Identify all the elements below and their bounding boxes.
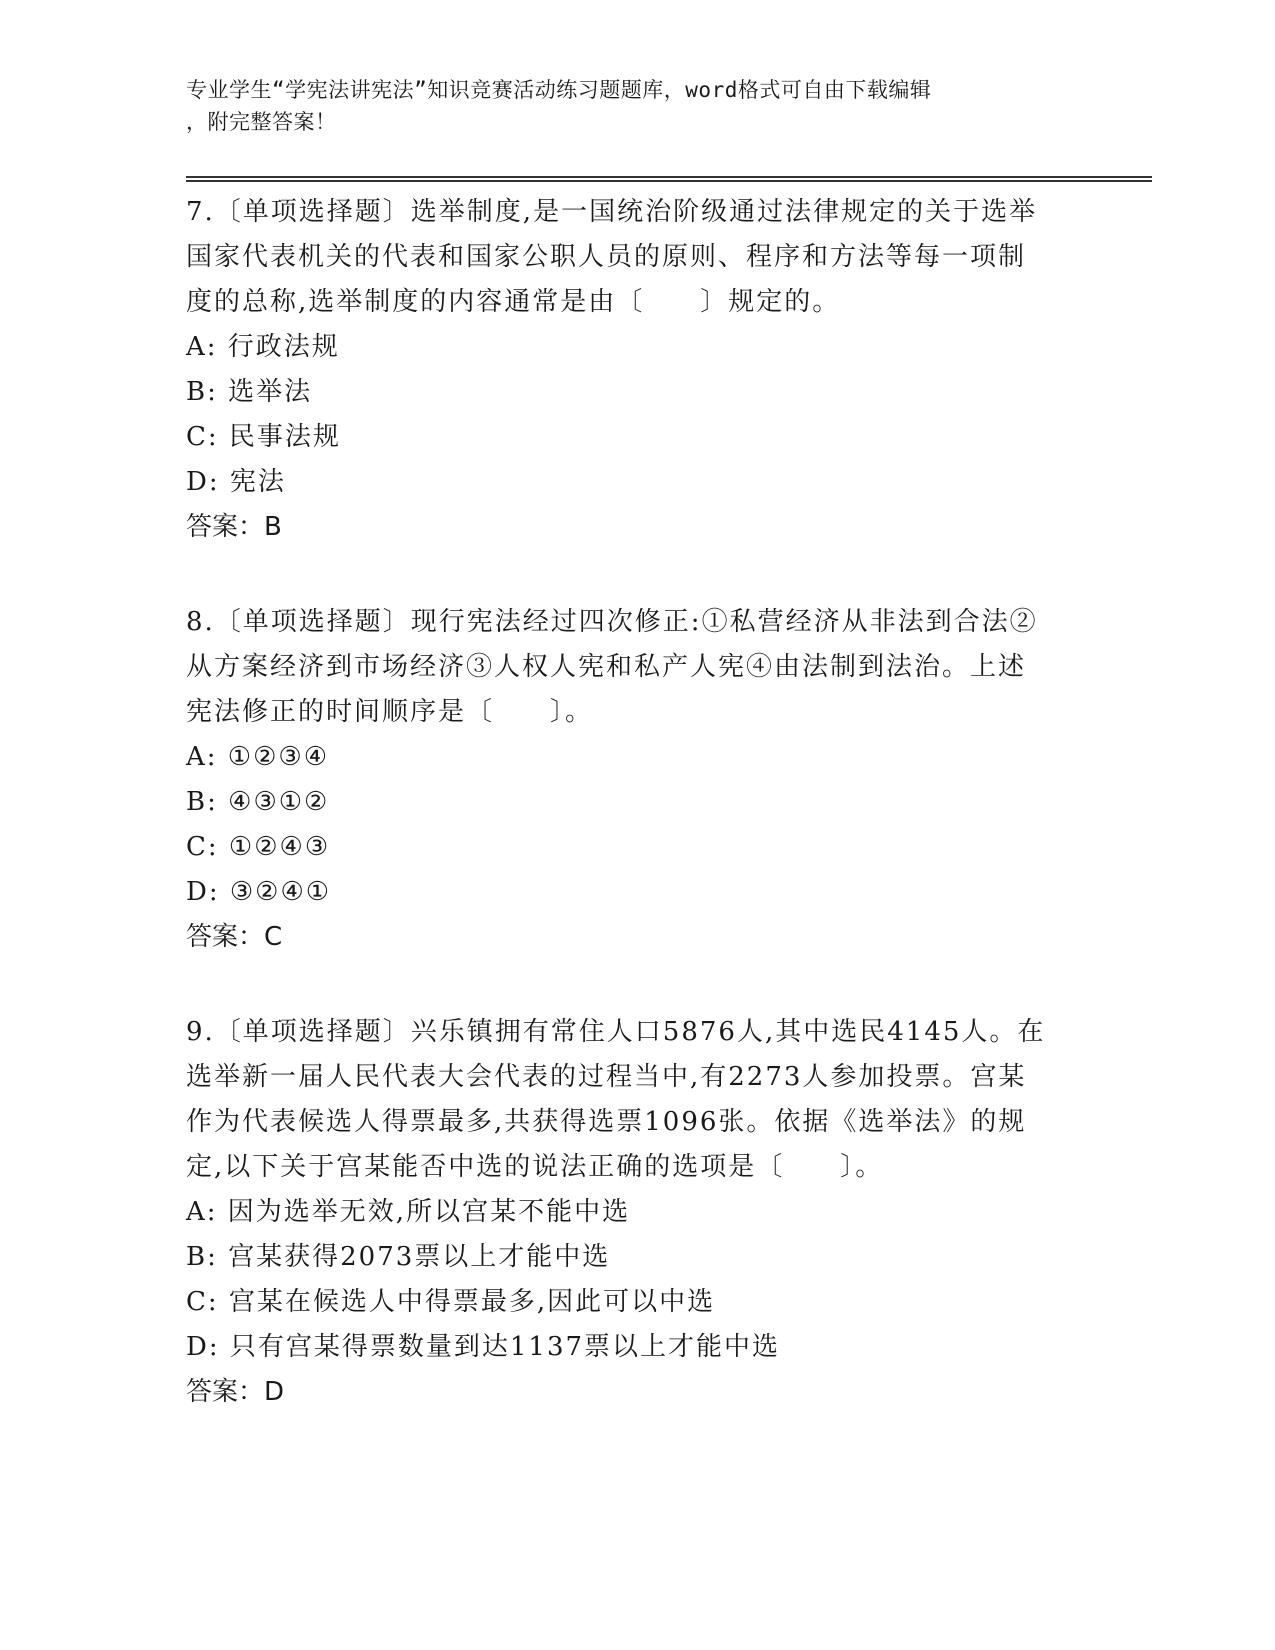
- question-text-line: 作为代表候选人得票最多,共获得选票1096张。依据《选举法》的规: [186, 1107, 1027, 1137]
- option-c: C: ①②④③: [186, 832, 331, 862]
- option-b: B: 宫某获得2073票以上才能中选: [186, 1242, 611, 1272]
- option-d: D: 宪法: [186, 467, 286, 497]
- question-text-line: 度的总称,选举制度的内容通常是由〔 〕规定的。: [186, 287, 841, 317]
- answer-label: 答案：B: [186, 512, 282, 542]
- answer-label: 答案：C: [186, 922, 283, 952]
- document-header: [186, 74, 1066, 138]
- option-b: B: ④③①②: [186, 787, 330, 817]
- header-line-1: 专业学生“学宪法讲宪法”知识竞赛活动练习题题库，word格式可自由下载编辑: [186, 78, 932, 102]
- question-text-line: 9.〔单项选择题〕兴乐镇拥有常住人口5876人,其中选民4145人。在: [186, 1017, 1046, 1047]
- header-divider: [186, 176, 1152, 182]
- question-text-line: 选举新一届人民代表大会代表的过程当中,有2273人参加投票。宫某: [186, 1062, 1027, 1092]
- option-d: D: ③②④①: [186, 877, 332, 907]
- answer-label: 答案：D: [186, 1377, 285, 1407]
- question-text-line: 7.〔单项选择题〕选举制度,是一国统治阶级通过法律规定的关于选举: [186, 197, 1038, 227]
- option-d: D: 只有宫某得票数量到达1137票以上才能中选: [186, 1332, 781, 1362]
- question-8: [186, 600, 1086, 960]
- question-text-line: 从方案经济到市场经济③人权人宪和私产人宪④由法制到法治。上述: [186, 652, 1027, 682]
- question-text-line: 国家代表机关的代表和国家公职人员的原则、程序和方法等每一项制: [186, 242, 1027, 272]
- question-list: [186, 190, 1086, 1465]
- question-text-line: 8.〔单项选择题〕现行宪法经过四次修正:①私营经济从非法到合法②: [186, 607, 1038, 637]
- question-9: [186, 1010, 1086, 1415]
- question-text-line: 定,以下关于宫某能否中选的说法正确的选项是〔 〕。: [186, 1152, 884, 1182]
- header-line-2: ，附完整答案！: [186, 110, 337, 134]
- option-b: B: 选举法: [186, 377, 313, 407]
- option-c: C: 民事法规: [186, 422, 341, 452]
- option-c: C: 宫某在候选人中得票最多,因此可以中选: [186, 1287, 716, 1317]
- option-a: A: ①②③④: [186, 742, 330, 772]
- option-a: A: 因为选举无效,所以宫某不能中选: [186, 1197, 631, 1227]
- question-text-line: 宪法修正的时间顺序是〔 〕。: [186, 697, 594, 727]
- option-a: A: 行政法规: [186, 332, 340, 362]
- question-7: [186, 190, 1086, 550]
